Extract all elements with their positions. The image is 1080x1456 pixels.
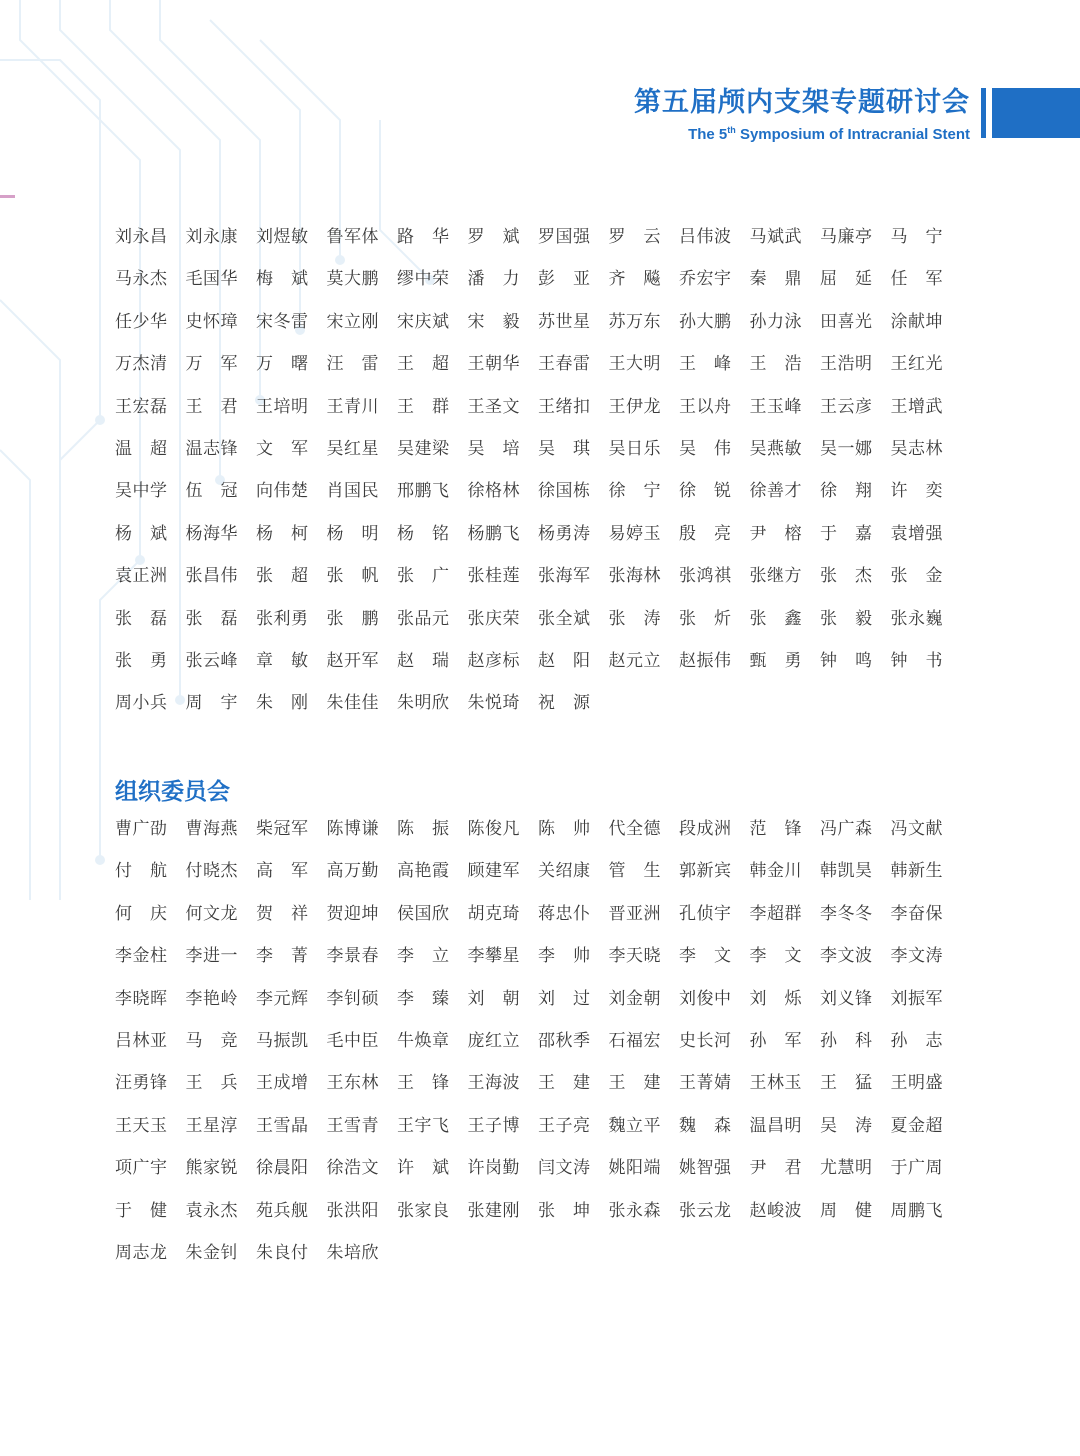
name-entry: 吴 涛 (820, 1115, 872, 1136)
name-entry: 王圣文 (467, 396, 520, 417)
header-accent-bar (992, 88, 1080, 138)
name-entry: 张 鑫 (749, 608, 802, 629)
name-entry: 殷 亮 (679, 523, 731, 544)
name-entry: 李奋保 (890, 903, 943, 924)
name-entry: 张海林 (608, 566, 661, 587)
name-entry: 罗 斌 (467, 227, 520, 247)
name-entry: 晋亚洲 (608, 903, 661, 924)
name-entry: 彭 亚 (538, 269, 590, 290)
name-entry: 王雪青 (326, 1115, 379, 1136)
name-entry: 万 曙 (256, 354, 308, 375)
name-entry: 付晓杰 (185, 861, 238, 882)
name-entry: 吴一娜 (820, 438, 872, 459)
name-entry: 王 峰 (679, 354, 731, 375)
name-entry: 潘 力 (467, 269, 520, 290)
name-entry: 王宇飞 (397, 1115, 449, 1136)
name-entry: 刘永康 (185, 227, 238, 247)
name-entry: 徐善才 (749, 481, 802, 502)
name-entry: 万 军 (185, 354, 238, 375)
name-entry: 李攀星 (467, 946, 520, 967)
name-entry: 李文波 (820, 946, 872, 967)
name-entry: 赵开军 (326, 650, 379, 671)
name-entry: 鲁军体 (326, 227, 379, 247)
name-entry: 许 斌 (397, 1158, 449, 1179)
name-entry: 郭新宾 (679, 861, 731, 882)
name-entry: 朱金钊 (185, 1242, 238, 1263)
header-title-en-suffix: Symposium of Intracranial Stent (735, 126, 970, 143)
name-entry: 王浩明 (820, 354, 872, 375)
name-entry: 杨 明 (326, 523, 379, 544)
name-entry: 陈俊凡 (467, 819, 520, 839)
name-entry: 宋 毅 (467, 311, 520, 332)
name-entry: 张昌伟 (185, 566, 238, 587)
name-entry: 汪勇锋 (115, 1073, 167, 1094)
header-title-cn: 第五届颅内支架专题研讨会 (634, 87, 970, 118)
name-entry: 李 菁 (256, 946, 308, 967)
name-entry: 章 敏 (256, 650, 308, 671)
name-entry: 张永森 (608, 1200, 661, 1221)
name-entry: 周志龙 (115, 1242, 167, 1263)
name-entry: 张桂莲 (467, 566, 520, 587)
name-entry: 关绍康 (538, 861, 590, 882)
name-entry: 张品元 (397, 608, 449, 629)
name-entry: 段成洲 (679, 819, 731, 839)
name-entry: 贺迎坤 (326, 903, 379, 924)
name-entry: 吴 培 (467, 438, 520, 459)
name-entry: 韩新生 (890, 861, 943, 882)
name-entry: 陈 振 (397, 819, 449, 839)
name-entry: 王 超 (397, 354, 449, 375)
name-entry: 孙力泳 (749, 311, 802, 332)
name-entry: 魏立平 (608, 1115, 661, 1136)
name-entry: 孙 志 (890, 1030, 943, 1051)
name-entry: 吕伟波 (679, 227, 731, 247)
name-entry: 温昌明 (749, 1115, 802, 1136)
name-entry: 王林玉 (749, 1073, 802, 1094)
name-entry: 项广宇 (115, 1158, 167, 1179)
name-entry: 梅 斌 (256, 269, 308, 290)
name-entry: 张云龙 (679, 1200, 731, 1221)
name-entry: 张永巍 (890, 608, 943, 629)
name-entry: 宋冬雷 (256, 311, 308, 332)
organizing-committee-name-list (115, 808, 975, 1274)
name-entry: 张家良 (397, 1200, 449, 1221)
name-entry: 张 炘 (679, 608, 731, 629)
name-entry: 韩金川 (749, 861, 802, 882)
name-entry: 杨海华 (185, 523, 238, 544)
name-entry: 莫大鹏 (326, 269, 379, 290)
name-entry: 张 金 (890, 566, 943, 587)
name-entry: 徐浩文 (326, 1158, 379, 1179)
name-entry: 赵 阳 (538, 650, 590, 671)
name-entry: 张建刚 (467, 1200, 520, 1221)
name-entry: 刘 过 (538, 988, 590, 1009)
name-entry: 尹 君 (749, 1158, 802, 1179)
name-entry: 张 毅 (820, 608, 872, 629)
name-entry: 祝 源 (538, 693, 590, 714)
name-entry: 代全德 (608, 819, 661, 839)
name-entry: 杨勇涛 (538, 523, 590, 544)
name-entry: 张 超 (256, 566, 308, 587)
name-entry: 张全斌 (538, 608, 590, 629)
name-entry: 吴 伟 (679, 438, 731, 459)
name-entry: 高艳霞 (397, 861, 449, 882)
name-entry: 张 广 (397, 566, 449, 587)
name-entry: 李金柱 (115, 946, 167, 967)
header-title-en-sup: th (727, 125, 736, 135)
name-entry: 李景春 (326, 946, 379, 967)
name-entry: 李元辉 (256, 988, 308, 1009)
name-entry: 范 锋 (749, 819, 802, 839)
name-entry: 毛国华 (185, 269, 238, 290)
name-entry: 王菁婧 (679, 1073, 731, 1094)
name-entry: 王 锋 (397, 1073, 449, 1094)
name-entry: 赵振伟 (679, 650, 731, 671)
organizing-committee-title: 组织委员会 (115, 779, 230, 805)
name-entry: 王玉峰 (749, 396, 802, 417)
name-entry: 李钊硕 (326, 988, 379, 1009)
name-entry: 于 健 (115, 1200, 167, 1221)
name-entry: 李 文 (749, 946, 802, 967)
name-entry: 朱 刚 (256, 693, 308, 714)
name-entry: 高万勤 (326, 861, 379, 882)
name-entry: 蒋忠仆 (538, 903, 590, 924)
name-entry: 刘 朝 (467, 988, 520, 1009)
name-entry: 吴日乐 (608, 438, 661, 459)
name-entry: 赵 瑞 (397, 650, 449, 671)
main-name-list (115, 216, 975, 725)
name-entry: 王 群 (397, 396, 449, 417)
name-entry: 王星淳 (185, 1115, 238, 1136)
name-entry: 屈 延 (820, 269, 872, 290)
name-entry: 邢鹏飞 (397, 481, 449, 502)
name-entry: 马斌武 (749, 227, 802, 247)
name-entry: 王成增 (256, 1073, 308, 1094)
name-entry: 王东林 (326, 1073, 379, 1094)
name-entry: 王伊龙 (608, 396, 661, 417)
name-entry: 李 臻 (397, 988, 449, 1009)
page-header (634, 86, 970, 145)
name-entry: 熊家锐 (185, 1158, 238, 1179)
header-title-en-prefix: The 5 (688, 126, 728, 143)
name-entry: 孙 军 (749, 1030, 802, 1051)
name-entry: 张 杰 (820, 566, 872, 587)
name-entry: 王海波 (467, 1073, 520, 1094)
name-entry: 刘 烁 (749, 988, 802, 1009)
name-entry: 马 宁 (890, 227, 943, 247)
name-entry: 刘金朝 (608, 988, 661, 1009)
name-entry: 缪中荣 (397, 269, 449, 290)
name-entry: 朱培欣 (326, 1242, 379, 1263)
name-entry: 吕林亚 (115, 1030, 167, 1051)
name-entry: 马振凯 (256, 1030, 308, 1051)
name-entry: 张 帆 (326, 566, 379, 587)
name-entry: 周鹏飞 (890, 1200, 943, 1221)
name-entry: 钟 鸣 (820, 650, 872, 671)
name-entry: 袁增强 (890, 523, 943, 544)
name-entry: 王明盛 (890, 1073, 943, 1094)
name-entry: 李超群 (749, 903, 802, 924)
name-entry: 秦 鼎 (749, 269, 802, 290)
name-entry: 肖国民 (326, 481, 379, 502)
name-entry: 王青川 (326, 396, 379, 417)
name-entry: 王 君 (185, 396, 238, 417)
name-entry: 吴 琪 (538, 438, 590, 459)
name-entry: 齐 飚 (608, 269, 661, 290)
name-entry: 王 建 (608, 1073, 661, 1094)
name-entry: 钟 书 (890, 650, 943, 671)
name-entry: 李晓晖 (115, 988, 167, 1009)
name-entry: 罗国强 (538, 227, 590, 247)
name-entry: 吴中学 (115, 481, 167, 502)
name-entry: 张 勇 (115, 650, 167, 671)
name-entry: 吴红星 (326, 438, 379, 459)
name-entry: 宋立刚 (326, 311, 379, 332)
header-title-en (634, 120, 970, 145)
name-entry: 许岗勤 (467, 1158, 520, 1179)
name-entry: 张利勇 (256, 608, 308, 629)
name-entry: 文 军 (256, 438, 308, 459)
name-entry: 李 立 (397, 946, 449, 967)
name-entry: 张 磊 (185, 608, 238, 629)
name-entry: 王大明 (608, 354, 661, 375)
name-entry: 伍 冠 (185, 481, 238, 502)
name-entry: 苑兵舰 (256, 1200, 308, 1221)
left-edge-marker (0, 195, 15, 198)
name-entry: 李 帅 (538, 946, 590, 967)
name-entry: 许 奕 (890, 481, 943, 502)
name-entry: 李文涛 (890, 946, 943, 967)
name-entry: 赵峻波 (749, 1200, 802, 1221)
name-entry: 朱悦琦 (467, 693, 520, 714)
name-entry: 李天晓 (608, 946, 661, 967)
name-entry: 马 竞 (185, 1030, 238, 1051)
name-entry: 冯文献 (890, 819, 943, 839)
name-entry: 石福宏 (608, 1030, 661, 1051)
name-entry: 夏金超 (890, 1115, 943, 1136)
name-entry: 王宏磊 (115, 396, 167, 417)
name-entry: 牛焕章 (397, 1030, 449, 1051)
name-entry: 任 军 (890, 269, 943, 290)
name-entry: 易婷玉 (608, 523, 661, 544)
name-entry: 吴燕敏 (749, 438, 802, 459)
name-entry: 马廉亭 (820, 227, 872, 247)
name-entry: 王春雷 (538, 354, 590, 375)
name-entry: 管 生 (608, 861, 661, 882)
name-entry: 刘煜敏 (256, 227, 308, 247)
name-entry: 李冬冬 (820, 903, 872, 924)
name-entry: 张 涛 (608, 608, 661, 629)
name-entry: 徐晨阳 (256, 1158, 308, 1179)
name-entry: 张继方 (749, 566, 802, 587)
name-entry: 李进一 (185, 946, 238, 967)
name-entry: 毛中臣 (326, 1030, 379, 1051)
name-entry: 任少华 (115, 311, 167, 332)
name-entry: 徐 锐 (679, 481, 731, 502)
name-entry: 何文龙 (185, 903, 238, 924)
name-entry: 王朝华 (467, 354, 520, 375)
name-entry: 王以舟 (679, 396, 731, 417)
name-entry: 邵秋季 (538, 1030, 590, 1051)
name-entry: 周小兵 (115, 693, 167, 714)
name-entry: 马永杰 (115, 269, 167, 290)
name-entry: 王 建 (538, 1073, 590, 1094)
name-entry: 朱佳佳 (326, 693, 379, 714)
name-entry: 张 磊 (115, 608, 167, 629)
name-entry: 罗 云 (608, 227, 661, 247)
name-entry: 杨 斌 (115, 523, 167, 544)
name-entry: 闫文涛 (538, 1158, 590, 1179)
name-entry: 周 健 (820, 1200, 872, 1221)
name-entry: 张海军 (538, 566, 590, 587)
name-entry: 胡克琦 (467, 903, 520, 924)
name-entry: 王 猛 (820, 1073, 872, 1094)
name-entry: 孙大鹏 (679, 311, 731, 332)
name-entry: 赵彦标 (467, 650, 520, 671)
name-entry: 王增武 (890, 396, 943, 417)
name-entry: 刘永昌 (115, 227, 167, 247)
name-entry: 李艳岭 (185, 988, 238, 1009)
header-accent-line (981, 88, 986, 138)
name-entry: 向伟楚 (256, 481, 308, 502)
name-entry: 张庆荣 (467, 608, 520, 629)
name-entry: 付 航 (115, 861, 167, 882)
name-entry: 涂献坤 (890, 311, 943, 332)
name-entry: 张鸿祺 (679, 566, 731, 587)
name-entry: 韩凯昊 (820, 861, 872, 882)
name-entry: 周 宇 (185, 693, 238, 714)
name-entry: 刘义锋 (820, 988, 872, 1009)
name-entry: 乔宏宇 (679, 269, 731, 290)
name-entry: 徐 宁 (608, 481, 661, 502)
name-entry: 汪 雷 (326, 354, 379, 375)
name-entry: 宋庆斌 (397, 311, 449, 332)
name-entry: 孔侦宇 (679, 903, 731, 924)
name-entry: 姚阳端 (608, 1158, 661, 1179)
name-entry: 陈博谦 (326, 819, 379, 839)
name-entry: 史长河 (679, 1030, 731, 1051)
name-entry: 姚智强 (679, 1158, 731, 1179)
name-entry: 杨鹏飞 (467, 523, 520, 544)
name-entry: 魏 森 (679, 1115, 731, 1136)
name-entry: 贺 祥 (256, 903, 308, 924)
name-entry: 王云彦 (820, 396, 872, 417)
name-entry: 王红光 (890, 354, 943, 375)
name-entry: 温志锋 (185, 438, 238, 459)
name-entry: 万杰清 (115, 354, 167, 375)
name-entry: 何 庆 (115, 903, 167, 924)
name-entry: 于广周 (890, 1158, 943, 1179)
name-entry: 张洪阳 (326, 1200, 379, 1221)
name-entry: 苏万东 (608, 311, 661, 332)
name-entry: 杨 铭 (397, 523, 449, 544)
name-entry: 史怀璋 (185, 311, 238, 332)
name-entry: 于 嘉 (820, 523, 872, 544)
name-entry: 吴建梁 (397, 438, 449, 459)
name-entry: 朱明欣 (397, 693, 449, 714)
name-entry: 温 超 (115, 438, 167, 459)
name-entry: 侯国欣 (397, 903, 449, 924)
name-entry: 尤慧明 (820, 1158, 872, 1179)
name-entry: 张 鹏 (326, 608, 379, 629)
name-entry: 甄 勇 (749, 650, 802, 671)
name-entry: 刘俊中 (679, 988, 731, 1009)
name-entry: 袁永杰 (185, 1200, 238, 1221)
name-entry: 刘振军 (890, 988, 943, 1009)
name-entry: 王培明 (256, 396, 308, 417)
name-entry: 杨 柯 (256, 523, 308, 544)
name-entry: 赵元立 (608, 650, 661, 671)
name-entry: 吴志林 (890, 438, 943, 459)
name-entry: 王子亮 (538, 1115, 590, 1136)
name-entry: 柴冠军 (256, 819, 308, 839)
name-entry: 王 浩 (749, 354, 802, 375)
name-entry: 陈 帅 (538, 819, 590, 839)
name-entry: 尹 榕 (749, 523, 802, 544)
name-entry: 苏世星 (538, 311, 590, 332)
name-entry: 王子博 (467, 1115, 520, 1136)
name-entry: 王绪扣 (538, 396, 590, 417)
name-entry: 冯广森 (820, 819, 872, 839)
name-entry: 袁正洲 (115, 566, 167, 587)
name-entry: 徐 翔 (820, 481, 872, 502)
name-entry: 顾建军 (467, 861, 520, 882)
name-entry: 庞红立 (467, 1030, 520, 1051)
name-entry: 张 坤 (538, 1200, 590, 1221)
name-entry: 张云峰 (185, 650, 238, 671)
name-entry: 曹广劭 (115, 819, 167, 839)
name-entry: 孙 科 (820, 1030, 872, 1051)
name-entry: 徐格林 (467, 481, 520, 502)
name-entry: 王 兵 (185, 1073, 238, 1094)
name-entry: 李 文 (679, 946, 731, 967)
name-entry: 曹海燕 (185, 819, 238, 839)
name-entry: 王天玉 (115, 1115, 167, 1136)
name-entry: 路 华 (397, 227, 449, 247)
name-entry: 王雪晶 (256, 1115, 308, 1136)
name-entry: 田喜光 (820, 311, 872, 332)
name-entry: 朱良付 (256, 1242, 308, 1263)
name-entry: 徐国栋 (538, 481, 590, 502)
name-entry: 高 军 (256, 861, 308, 882)
